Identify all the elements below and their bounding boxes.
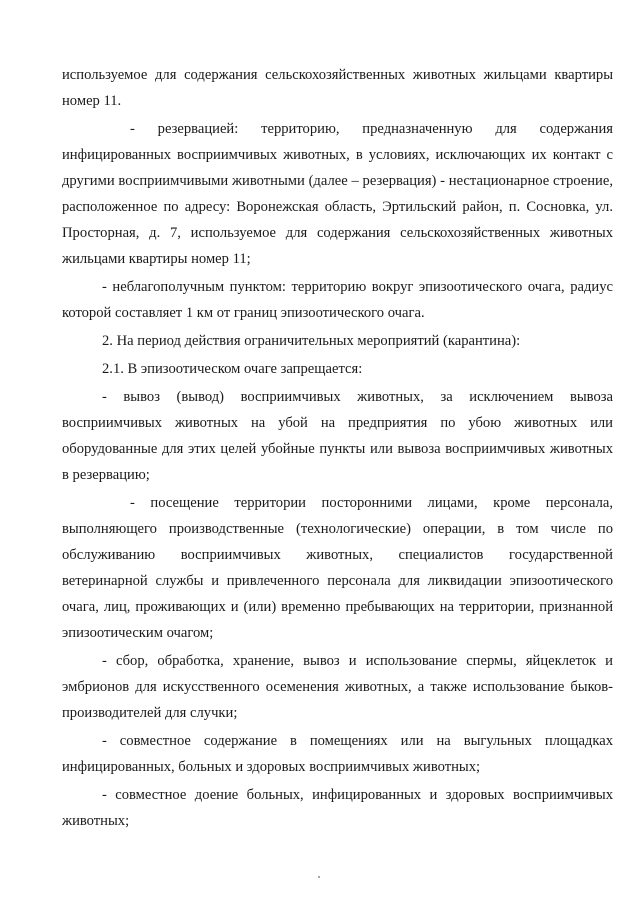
paragraph-reservation-definition: - резервацией: территорию, предназначенную для содержания инфицированных восприимчивых животных, в условиях, исключающих их контакт с другими восприимчивыми животными (далее – резервация) - нестационарное строение, расположенное по адресу: Воронежская область, Эртильский район, п. Сосновка, ул. Просторная, д. 7, используемое для содержания сельскохозяйственных животных жильцами квартиры номер 11; [62,121,613,267]
paragraph-animal-removal: - вывоз (вывод) восприимчивых животных, за исключением вывоза восприимчивых животных на убой на предприятия по убою животных или оборудованные для этих целей убойные пункты или вывоза восприимчивых животных в резервацию; [62,389,613,483]
paragraph-joint-keeping: - совместное содержание в помещениях или на выгульных площадках инфицированных, больных и здоровых восприимчивых животных; [62,733,613,775]
paragraph-section-2-1-heading: 2.1. В эпизоотическом очаге запрещается: [102,361,363,377]
scan-artifact-dot [318,876,320,878]
paragraph-continuation: используемое для содержания сельскохозяйственных животных жильцами квартиры номер 11. [62,67,613,109]
paragraph-visiting-restriction: - посещение территории посторонними лицами, кроме персонала, выполняющего производственные (технологические) операции, в том числе по обслуживанию восприимчивых животных, специалистов государственной ветеринарной службы и привлеченного персонала для ликвидации эпизоотического очага, лиц, проживающих и (или) временно пребывающих на территории, признанной эпизоотическим очагом; [62,495,613,641]
paragraph-sperm-collection: - сбор, обработка, хранение, вывоз и использование спермы, яйцеклеток и эмбрионов для искусственного осеменения животных, а также использование быков-производителей для случки; [62,653,613,721]
document-body [62,62,613,834]
paragraph-joint-milking: - совместное доение больных, инфицированных и здоровых восприимчивых животных; [62,787,613,829]
paragraph-unfavorable-point-definition: - неблагополучным пунктом: территорию вокруг эпизоотического очага, радиус которой составляет 1 км от границ эпизоотического очага. [62,279,613,321]
paragraph-section-2-heading: 2. На период действия ограничительных мероприятий (карантина): [102,333,521,349]
